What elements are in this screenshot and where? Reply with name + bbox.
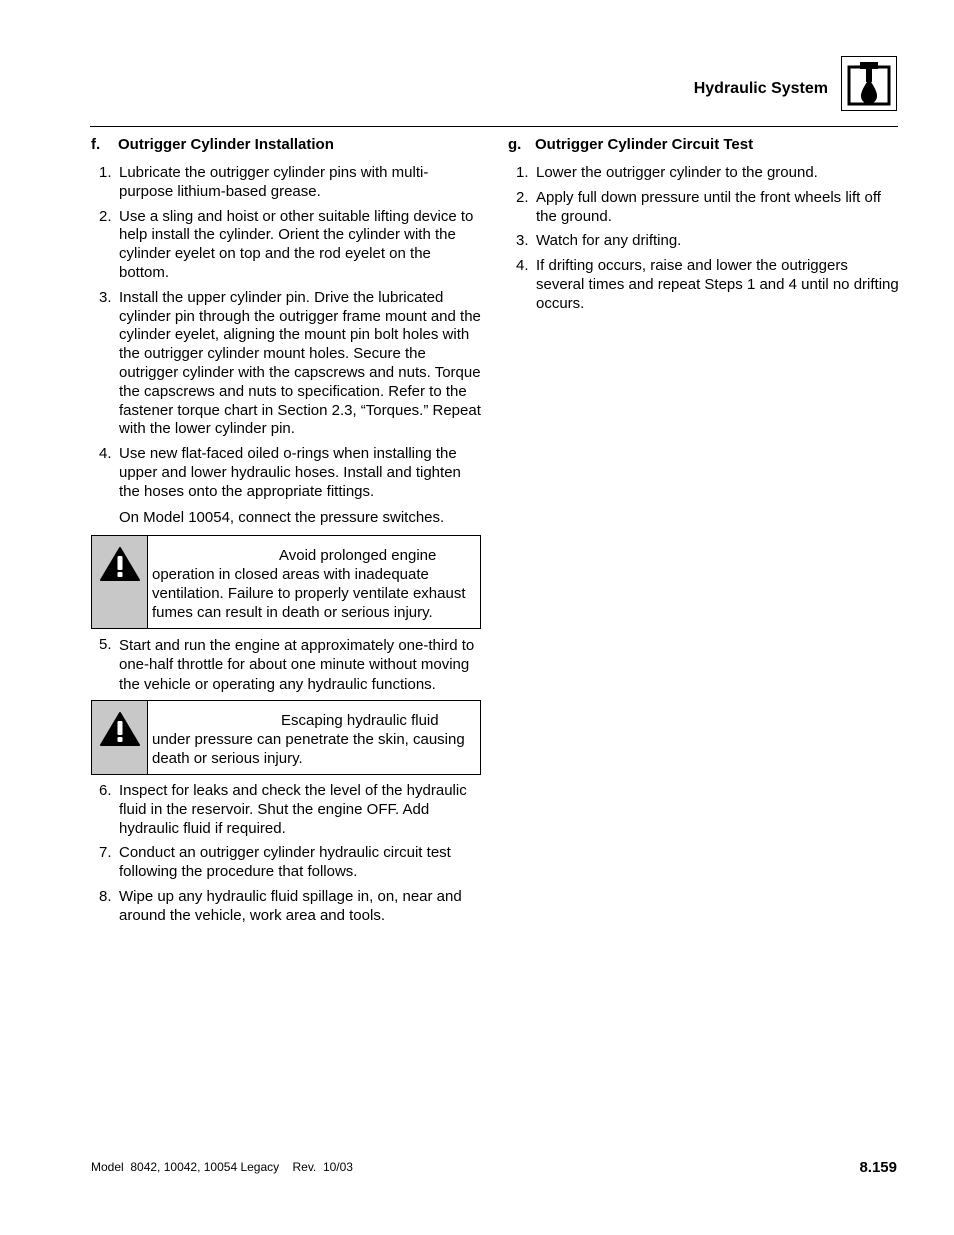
warning-triangle-icon [99, 546, 141, 582]
list-item [91, 782, 481, 838]
left-column [91, 134, 481, 932]
list-item [91, 289, 481, 439]
list-item [91, 888, 481, 926]
warning-box [91, 700, 481, 775]
list-item [91, 208, 481, 283]
step-text: Conduct an outrigger cylinder hydraulic circuit test following the procedure that follows. [119, 844, 451, 881]
list-item [91, 164, 481, 202]
section-letter: g. [508, 136, 522, 153]
step-text: Watch for any drifting. [536, 232, 682, 250]
list-item [508, 232, 900, 251]
section-title: Outrigger Cylinder Installation [118, 136, 334, 153]
step-text: Apply full down pressure until the front wheels lift off the ground. [536, 188, 881, 225]
step-number: 8. [99, 888, 112, 906]
step-number: 2. [516, 188, 529, 206]
model-note: On Model 10054, connect the pressure switches. [119, 508, 445, 526]
warning-text [148, 701, 480, 774]
section-letter: f. [91, 136, 101, 153]
warning-triangle-icon [99, 711, 141, 747]
installation-steps [91, 164, 481, 926]
section-heading-g [508, 135, 900, 155]
step-text: Use a sling and hoist or other suitable lifting device to help install the cylinder. Orient the cylinder with the cylinder eyelet on top and the rod eyelet on the bottom. [119, 207, 474, 281]
list-item [508, 257, 900, 313]
header-divider [90, 126, 898, 127]
list-item [508, 164, 900, 183]
step-number: 3. [516, 232, 529, 250]
step-number: 4. [99, 445, 112, 463]
step-number: 5. [99, 635, 112, 653]
step-text: Inspect for leaks and check the level of the hydraulic fluid in the reservoir. Shut the engine OFF. Add hydraulic fluid if required. [119, 782, 467, 837]
section-title: Outrigger Cylinder Circuit Test [535, 136, 754, 153]
step-text: Lower the outrigger cylinder to the ground. [536, 164, 818, 181]
warning-text [148, 536, 480, 628]
step-text: Use new flat-faced oiled o-rings when installing the upper and lower hydraulic hoses. Install and tighten the hoses onto the appropriate fittings. [119, 445, 461, 500]
header-title: Hydraulic System [693, 80, 828, 97]
hydraulic-system-icon [841, 56, 897, 111]
step-number: 3. [99, 288, 112, 306]
warning-message: Avoid prolonged engine operation in closed areas with inadequate ventilation. Failure to properly ventilate exhaust fumes can result in death or serious injury. [152, 546, 466, 621]
warning-sidebar [92, 701, 148, 774]
list-item [91, 636, 481, 695]
footer-model-revision: Model 8042, 10042, 10054 Legacy Rev. 10/03 [91, 1160, 353, 1174]
page-number: 8.159 [859, 1159, 897, 1176]
step-text: Wipe up any hydraulic fluid spillage in, on, near and around the vehicle, work area and tools. [119, 888, 462, 924]
section-heading-f [91, 135, 481, 155]
circuit-test-steps [508, 164, 900, 314]
step-number: 4. [516, 257, 529, 275]
list-item [91, 844, 481, 882]
step-number: 1. [99, 164, 112, 181]
warning-box [91, 535, 481, 629]
list-item [91, 445, 481, 501]
list-item [508, 189, 900, 227]
step-text: Lubricate the outrigger cylinder pins with multi-purpose lithium-based grease. [119, 164, 429, 200]
step-number: 1. [516, 164, 529, 181]
step-text: Start and run the engine at approximately one-third to one-half throttle for about one minute without moving the vehicle or operating any hydraulic functions. [119, 636, 475, 693]
warning-sidebar [92, 536, 148, 628]
right-column [508, 134, 900, 320]
step-number: 7. [99, 844, 112, 862]
step-number: 2. [99, 207, 112, 225]
step-text: Install the upper cylinder pin. Drive the lubricated cylinder pin through the outrigger frame mount and the cylinder eyelet, aligning the mount pin bolt holes with the outrigger cylinder mount holes. Secure the outrigger cylinder with the capscrews and nuts. Torque the capscrews and nuts to specification. Refer to the fastener torque chart in Section 2.3, “Torques.” Repeat with the lower cylinder pin. [119, 288, 481, 438]
step-number: 6. [99, 782, 112, 800]
step-text: If drifting occurs, raise and lower the outriggers several times and repeat Steps 1 and 4 until no drifting occurs. [536, 257, 899, 312]
warning-message: Escaping hydraulic fluid under pressure can penetrate the skin, causing death or serious injury. [152, 712, 465, 768]
